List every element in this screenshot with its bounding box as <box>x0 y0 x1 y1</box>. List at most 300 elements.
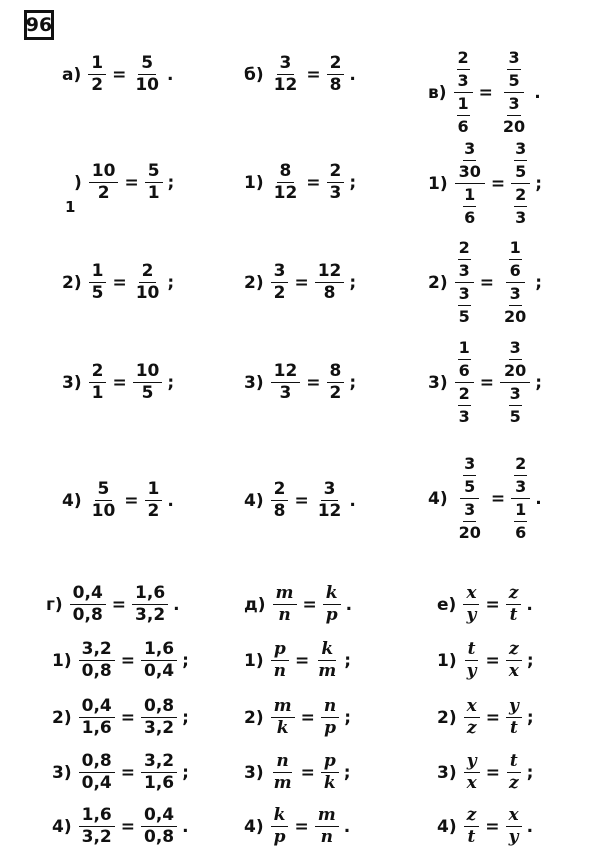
numerator: 12 <box>271 362 301 383</box>
equals-sign: = <box>294 490 309 511</box>
equals-sign: = <box>112 272 127 293</box>
fraction <box>145 162 163 203</box>
fraction <box>271 806 289 847</box>
denominator: 5 <box>509 407 521 426</box>
equation <box>62 480 174 521</box>
equation <box>244 162 356 203</box>
equation <box>244 584 352 625</box>
complex-fraction <box>455 340 474 425</box>
numerator: p <box>271 640 289 661</box>
denominator: 20 <box>458 523 481 542</box>
denominator: 2 <box>329 383 342 403</box>
fraction <box>133 362 163 403</box>
item-label: д) <box>244 594 266 615</box>
fraction <box>327 54 345 95</box>
fraction <box>321 697 339 738</box>
item-label: 2) <box>244 707 264 728</box>
fraction <box>458 386 471 425</box>
numerator: 1 <box>145 480 163 501</box>
fraction <box>327 362 345 403</box>
item-label: 1) <box>52 650 72 671</box>
equals-sign: = <box>120 762 135 783</box>
denominator: 2 <box>147 501 160 521</box>
denominator: t <box>509 605 518 625</box>
complex-fraction <box>454 50 473 135</box>
numerator: 1 <box>458 340 471 360</box>
item-label: 2) <box>428 272 448 293</box>
denominator: 3 <box>515 208 527 227</box>
denominator: 12 <box>273 75 298 95</box>
fraction <box>509 386 522 425</box>
item-label: 2) <box>244 272 264 293</box>
complex-equation <box>428 340 542 425</box>
numerator: 2 <box>458 386 471 406</box>
denominator: 0,4 <box>81 773 112 793</box>
complex-fraction <box>511 456 530 541</box>
numerator: 1,6 <box>79 806 115 827</box>
equation <box>62 262 174 303</box>
fraction <box>323 584 341 625</box>
fraction <box>271 480 289 521</box>
complex-equation <box>428 50 541 135</box>
fraction <box>88 54 106 95</box>
fraction <box>463 456 476 495</box>
numerator: t <box>507 752 521 773</box>
denominator: 0,8 <box>143 827 175 847</box>
fraction <box>506 584 522 625</box>
equals-sign: = <box>294 650 310 671</box>
denominator: 3 <box>515 477 527 496</box>
equals-sign: = <box>111 594 127 615</box>
denominator: t <box>467 827 476 847</box>
denominator: k <box>323 773 336 793</box>
denominator <box>460 184 479 226</box>
denominator: 0,4 <box>143 661 175 681</box>
item-label: 4) <box>428 488 448 509</box>
item-label: 4) <box>62 490 82 511</box>
numerator: 5 <box>145 162 163 183</box>
item-label: 4) <box>244 490 264 511</box>
fraction <box>79 806 115 847</box>
numerator: 3 <box>514 141 527 161</box>
denominator: 6 <box>458 361 470 380</box>
fraction <box>509 240 522 279</box>
punctuation: ; <box>167 172 175 193</box>
denominator: m <box>318 661 337 681</box>
denominator: 5 <box>508 71 520 90</box>
denominator: 6 <box>464 208 476 227</box>
equals-sign: = <box>485 650 500 671</box>
numerator: x <box>464 697 480 718</box>
numerator: n <box>273 752 291 773</box>
numerator: 2 <box>514 187 527 207</box>
denominator: 5 <box>458 307 470 326</box>
numerator: z <box>506 584 522 605</box>
denominator: 10 <box>91 501 116 521</box>
numerator: 2 <box>89 362 107 383</box>
item-label: а) <box>62 64 82 85</box>
item-label: в) <box>428 82 447 103</box>
numerator: 2 <box>327 162 345 183</box>
denominator: 10 <box>135 283 160 303</box>
item-label: 4) <box>437 816 457 837</box>
numerator: 2 <box>457 50 470 70</box>
numerator: 3 <box>507 50 520 70</box>
equals-sign: = <box>478 82 493 103</box>
item-label: 4) <box>52 816 72 837</box>
equation <box>62 54 173 95</box>
numerator: 1 <box>88 54 106 75</box>
punctuation: . <box>343 816 351 837</box>
complex-fraction <box>455 240 474 325</box>
numerator: 2 <box>458 240 471 260</box>
denominator: 5 <box>515 162 527 181</box>
fraction <box>141 640 177 681</box>
denominator: k <box>276 718 289 738</box>
item-label: 2) <box>437 707 457 728</box>
item-label: 3) <box>437 762 457 783</box>
punctuation: ; <box>526 650 534 671</box>
numerator: k <box>271 806 289 827</box>
equation <box>52 697 189 738</box>
fraction <box>271 54 301 95</box>
denominator: 2 <box>273 283 286 303</box>
denominator: 3 <box>279 383 292 403</box>
numerator: 3,2 <box>79 640 115 661</box>
numerator: 8 <box>277 162 295 183</box>
denominator: 30 <box>458 162 481 181</box>
complex-fraction <box>500 340 530 425</box>
item-label: 2) <box>52 707 72 728</box>
numerator: 1 <box>457 96 470 116</box>
punctuation: ; <box>343 762 351 783</box>
denominator: n <box>320 827 333 847</box>
fraction <box>514 187 527 226</box>
equation <box>244 752 351 793</box>
fraction <box>132 584 168 625</box>
punctuation: ; <box>167 372 175 393</box>
denominator: 3,2 <box>143 718 175 738</box>
numerator: 0,4 <box>79 697 115 718</box>
equals-sign: = <box>124 172 139 193</box>
equation <box>244 54 356 95</box>
equals-sign: = <box>485 707 500 728</box>
equals-sign: = <box>479 272 494 293</box>
denominator: 3,2 <box>135 605 166 625</box>
numerator <box>511 141 530 184</box>
punctuation: ; <box>535 372 543 393</box>
numerator: x <box>506 806 522 827</box>
item-label: 1) <box>428 173 448 194</box>
fraction <box>271 162 301 203</box>
punctuation: . <box>182 816 189 837</box>
fraction <box>271 697 295 738</box>
numerator: 2 <box>271 480 289 501</box>
numerator: x <box>463 584 479 605</box>
equals-sign: = <box>306 172 321 193</box>
numerator: 0,4 <box>141 806 177 827</box>
numerator: 0,8 <box>141 697 177 718</box>
fraction <box>464 640 480 681</box>
numerator <box>455 141 485 184</box>
numerator: 1,6 <box>132 584 168 605</box>
numerator: 2 <box>327 54 345 75</box>
exercise-number: 96 <box>24 10 54 40</box>
denominator: 10 <box>135 75 160 95</box>
fraction <box>457 50 470 89</box>
numerator: 10 <box>133 362 163 383</box>
punctuation: ; <box>349 372 357 393</box>
numerator <box>504 50 523 93</box>
denominator: 0,8 <box>72 605 103 625</box>
fraction <box>133 262 163 303</box>
numerator: 10 <box>89 162 119 183</box>
numerator: k <box>318 640 336 661</box>
complex-fraction <box>511 141 530 226</box>
numerator: 1 <box>509 240 522 260</box>
punctuation: . <box>167 490 174 511</box>
numerator <box>511 456 530 499</box>
numerator: n <box>321 697 339 718</box>
numerator: 3 <box>463 456 476 476</box>
denominator <box>455 283 474 325</box>
denominator: 1,6 <box>143 773 175 793</box>
numerator: 3 <box>507 96 520 116</box>
punctuation: . <box>349 64 356 85</box>
denominator: 3 <box>457 71 469 90</box>
denominator: t <box>510 718 518 738</box>
fraction <box>273 584 297 625</box>
fraction <box>89 162 119 203</box>
equation <box>244 697 351 738</box>
equals-sign: = <box>112 64 127 85</box>
punctuation: ; <box>344 650 352 671</box>
equals-sign: = <box>294 816 309 837</box>
punctuation: . <box>534 82 541 103</box>
numerator: p <box>321 752 339 773</box>
denominator: n <box>278 605 291 625</box>
denominator: 3 <box>329 183 342 203</box>
numerator <box>506 240 525 283</box>
fraction <box>514 456 527 495</box>
punctuation: . <box>345 594 353 615</box>
numerator: 8 <box>327 362 345 383</box>
denominator <box>511 184 530 226</box>
item-label: 1) <box>244 650 264 671</box>
denominator: 20 <box>504 361 527 380</box>
denominator: y <box>466 661 477 681</box>
stray-digit: 1 <box>65 198 76 216</box>
numerator <box>455 340 474 383</box>
fraction <box>463 584 479 625</box>
numerator: z <box>506 640 522 661</box>
equals-sign: = <box>306 372 321 393</box>
denominator: 8 <box>273 501 286 521</box>
equals-sign: = <box>300 707 315 728</box>
equals-sign: = <box>306 64 321 85</box>
fraction <box>89 362 107 403</box>
denominator <box>506 383 525 425</box>
numerator <box>500 340 530 383</box>
equation <box>437 697 534 738</box>
equation <box>244 262 356 303</box>
fraction <box>464 752 480 793</box>
numerator <box>454 50 473 93</box>
equation <box>244 640 351 681</box>
item-label: 3) <box>244 372 264 393</box>
denominator: 5 <box>91 283 104 303</box>
numerator: 1 <box>463 187 476 207</box>
equals-sign: = <box>302 594 317 615</box>
punctuation: ; <box>526 762 534 783</box>
punctuation: ; <box>344 707 352 728</box>
equation <box>244 480 356 521</box>
fraction <box>79 697 115 738</box>
numerator: m <box>273 584 297 605</box>
equation <box>52 752 189 793</box>
equation <box>437 806 533 847</box>
equals-sign: = <box>485 816 500 837</box>
fraction <box>464 697 480 738</box>
numerator: 1 <box>89 262 107 283</box>
punctuation: ; <box>535 272 543 293</box>
punctuation: . <box>535 488 542 509</box>
fraction <box>327 162 345 203</box>
numerator: 3 <box>463 141 476 161</box>
fraction <box>132 54 162 95</box>
fraction <box>141 752 177 793</box>
fraction <box>315 480 345 521</box>
equals-sign: = <box>479 372 494 393</box>
denominator: 6 <box>515 523 527 542</box>
equals-sign: = <box>112 372 127 393</box>
denominator: 6 <box>457 117 469 136</box>
numerator: y <box>464 752 480 773</box>
fraction <box>315 640 339 681</box>
fraction <box>458 502 482 541</box>
item-label: 3) <box>62 372 82 393</box>
equals-sign: = <box>490 488 506 509</box>
equation <box>244 362 356 403</box>
denominator: 5 <box>464 477 476 496</box>
denominator <box>455 499 485 541</box>
equals-sign: = <box>485 762 500 783</box>
item-label: б) <box>244 64 264 85</box>
numerator: 3 <box>277 54 295 75</box>
item-label: 2) <box>62 272 82 293</box>
fraction <box>70 584 106 625</box>
complex-fraction <box>455 141 485 226</box>
denominator: 2 <box>97 183 110 203</box>
equation <box>437 752 533 793</box>
denominator: p <box>325 605 338 625</box>
numerator: 0,4 <box>70 584 106 605</box>
denominator: y <box>508 827 519 847</box>
punctuation: . <box>167 64 174 85</box>
item-label: 1) <box>244 172 264 193</box>
denominator: x <box>466 773 477 793</box>
numerator: m <box>271 697 295 718</box>
equals-sign: = <box>124 490 139 511</box>
fraction <box>507 50 520 89</box>
fraction <box>514 141 527 180</box>
denominator: z <box>509 773 519 793</box>
numerator: 2 <box>139 262 157 283</box>
numerator: 5 <box>95 480 113 501</box>
fraction <box>502 96 526 135</box>
punctuation: . <box>173 594 180 615</box>
equation <box>437 640 534 681</box>
fraction <box>506 752 522 793</box>
numerator: 3 <box>458 286 471 306</box>
denominator: 1 <box>147 183 160 203</box>
denominator: 8 <box>323 283 336 303</box>
punctuation: . <box>526 816 534 837</box>
denominator: m <box>273 773 292 793</box>
fraction <box>457 96 470 135</box>
numerator: m <box>315 806 339 827</box>
denominator: 3 <box>458 407 470 426</box>
denominator: p <box>273 827 286 847</box>
numerator <box>460 456 479 499</box>
numerator: 2 <box>514 456 527 476</box>
punctuation: ; <box>182 707 189 728</box>
fraction <box>506 640 522 681</box>
denominator: 12 <box>317 501 342 521</box>
item-label: 3) <box>244 762 264 783</box>
punctuation: ; <box>349 172 357 193</box>
denominator: 3 <box>458 261 470 280</box>
punctuation: ; <box>182 762 189 783</box>
equation <box>437 584 533 625</box>
item-label: 3) <box>428 372 448 393</box>
numerator: k <box>323 584 341 605</box>
equation <box>244 806 350 847</box>
denominator: z <box>466 718 477 738</box>
denominator: 6 <box>509 261 521 280</box>
complex-equation <box>428 240 542 325</box>
punctuation: . <box>349 490 356 511</box>
equation <box>62 362 174 403</box>
equals-sign: = <box>294 272 309 293</box>
numerator <box>455 240 474 283</box>
equation <box>52 806 189 847</box>
punctuation: . <box>526 594 533 615</box>
equals-sign: = <box>300 762 315 783</box>
fraction <box>89 262 107 303</box>
item-label: е) <box>437 594 457 615</box>
equation <box>52 640 189 681</box>
numerator: 3 <box>509 386 522 406</box>
item-label: ) <box>74 172 82 193</box>
complex-fraction <box>455 456 485 541</box>
denominator: n <box>273 661 286 681</box>
punctuation: ; <box>526 707 534 728</box>
numerator: 3 <box>509 340 522 360</box>
fraction <box>458 240 471 279</box>
equals-sign: = <box>485 594 500 615</box>
fraction <box>271 640 289 681</box>
denominator <box>511 499 530 541</box>
item-label: г) <box>46 594 63 615</box>
numerator: 1,6 <box>141 640 177 661</box>
fraction <box>503 340 527 379</box>
complex-equation <box>428 141 542 226</box>
fraction <box>79 640 115 681</box>
fraction <box>321 752 339 793</box>
numerator: 3 <box>509 286 522 306</box>
numerator: 3,2 <box>141 752 177 773</box>
